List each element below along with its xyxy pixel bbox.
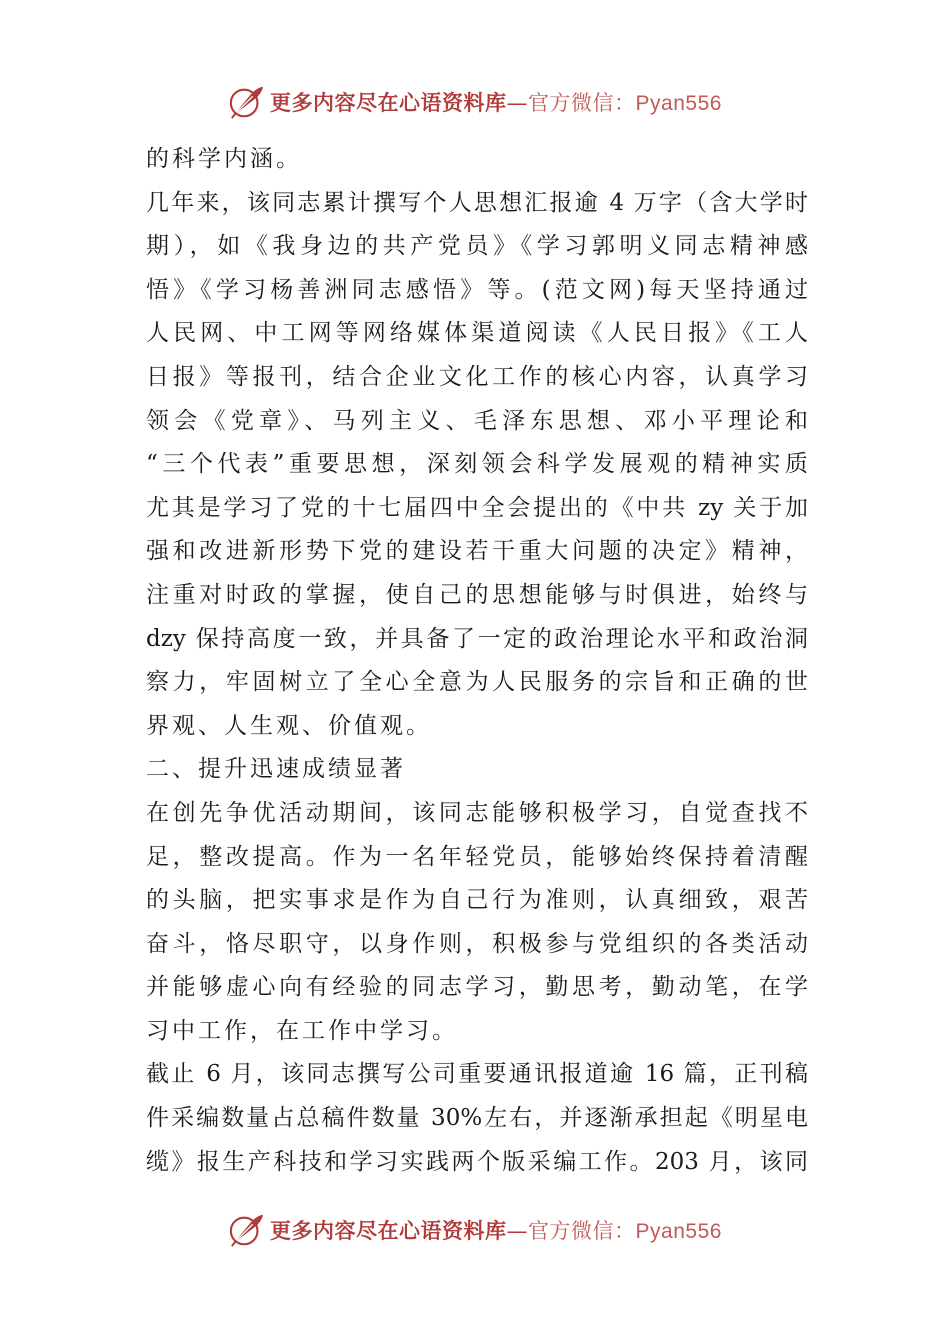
watermark-wechat-label: 官方微信： — [528, 91, 636, 115]
text-line: 并能够虚心向有经验的同志学习，勤思考，勤动笔，在学 — [146, 974, 808, 1001]
text-line: 习中工作，在工作中学习。 — [146, 1017, 458, 1044]
text-line: 奋斗，恪尽职守，以身作则，积极参与党组织的各类活动 — [146, 930, 808, 957]
text-line: 的头脑，把实事求是作为自己行为准则，认真细致，艰苦 — [146, 887, 808, 914]
text-line: 几年来，该同志累计撰写个人思想汇报逾 4 万字（含大学时 — [146, 189, 808, 216]
watermark-dash: — — [506, 1219, 529, 1243]
quill-pen-logo-icon — [228, 83, 266, 121]
watermark-dash: — — [506, 91, 529, 115]
quill-pen-logo-icon — [228, 1211, 266, 1249]
text-line: 日报》等报刊，结合企业文化工作的核心内容，认真学习 — [146, 363, 808, 390]
text-line: 察力，牢固树立了全心全意为人民服务的宗旨和正确的世 — [146, 669, 808, 696]
text-line: “三个代表”重要思想，深刻领会科学发展观的精神实质 — [146, 451, 808, 478]
text-line: 注重对时政的掌握，使自己的思想能够与时俱进，始终与 — [146, 581, 808, 608]
watermark-handle: Pyan556 — [635, 92, 722, 115]
watermark-brand: 更多内容尽在心语资料库 — [270, 90, 507, 115]
text-line: 尤其是学习了党的十七届四中全会提出的《中共 zy 关于加 — [146, 494, 808, 521]
text-line: 人民网、中工网等网络媒体渠道阅读《人民日报》《工人 — [146, 320, 808, 347]
watermark-text — [270, 1215, 722, 1245]
watermark-handle: Pyan556 — [635, 1220, 722, 1243]
watermark-brand: 更多内容尽在心语资料库 — [270, 1218, 507, 1243]
text-line: 强和改进新形势下党的建设若干重大问题的决定》精神， — [146, 538, 808, 565]
watermark-wechat-label: 官方微信： — [528, 1219, 636, 1243]
text-line: 截止 6 月，该同志撰写公司重要通讯报道逾 16 篇，正刊稿 — [146, 1061, 808, 1088]
text-line: 悟》《学习杨善洲同志感悟》等。(范文网)每天坚持通过 — [146, 276, 808, 303]
text-line: 期），如《我身边的共产党员》《学习郭明义同志精神感 — [146, 233, 808, 260]
text-line: 件采编数量占总稿件数量 30%左右，并逐渐承担起《明星电 — [146, 1105, 808, 1132]
footer-watermark-banner — [0, 1210, 950, 1250]
header-watermark-banner — [0, 82, 950, 122]
text-line: 在创先争优活动期间，该同志能够积极学习，自觉查找不 — [146, 799, 808, 826]
text-line: 领会《党章》、马列主义、毛泽东思想、邓小平理论和 — [146, 407, 808, 434]
text-line: 足，整改提高。作为一名年轻党员，能够始终保持着清醒 — [146, 843, 808, 870]
text-line: 界观、人生观、价值观。 — [146, 712, 432, 739]
text-line: 的科学内涵。 — [146, 146, 302, 172]
text-line: 缆》报生产科技和学习实践两个版采编工作。203 月，该同 — [146, 1148, 808, 1175]
text-line: 二、提升迅速成绩显著 — [146, 756, 406, 783]
text-line: dzy 保持高度一致，并具备了一定的政治理论水平和政治洞 — [146, 625, 808, 652]
document-body — [146, 138, 808, 1184]
watermark-text — [270, 87, 722, 117]
